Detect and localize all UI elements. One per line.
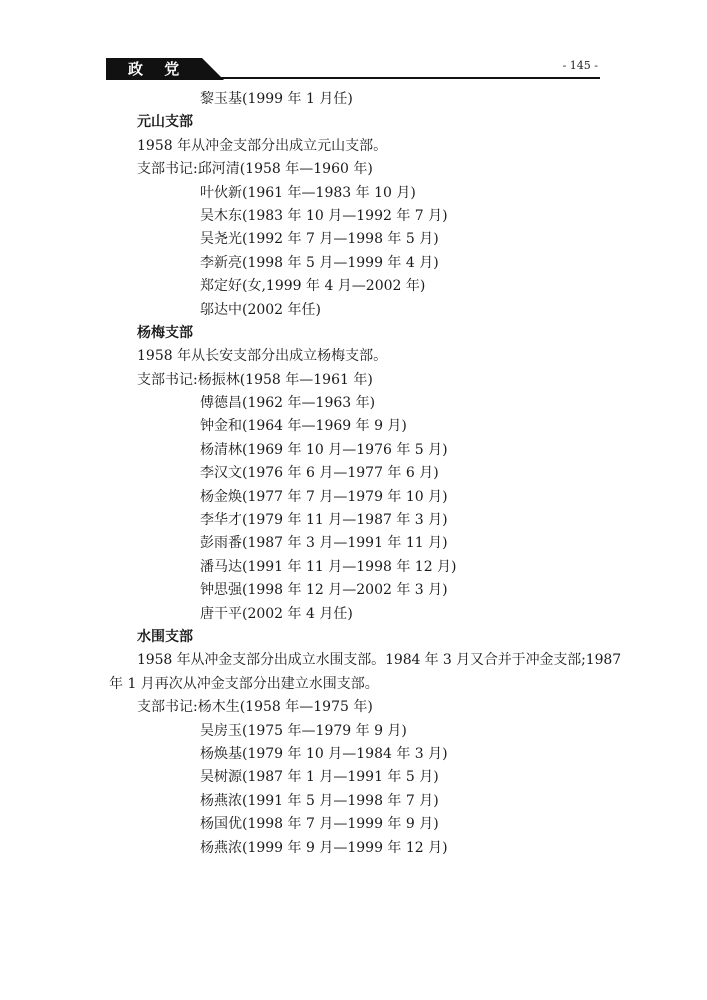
branch-intro-shuiwei-cont: 年 1 月再次从冲金支部分出建立水围支部。 xyxy=(109,675,379,692)
branch-heading-yuanshan: 元山支部 xyxy=(137,114,193,131)
section-title: 政 党 xyxy=(128,60,188,78)
branch-heading-shuiwei: 水围支部 xyxy=(137,628,193,645)
secretary-entry: 叶伙新(1961 年—1983 年 10 月) xyxy=(200,184,416,201)
page-body xyxy=(109,88,622,860)
branch-intro-shuiwei: 1958 年从冲金支部分出成立水围支部。1984 年 3 月又合并于冲金支部;1987 xyxy=(137,652,622,669)
header-rule xyxy=(216,77,600,79)
secretary-entry: 郑定好(女,1999 年 4 月—2002 年) xyxy=(200,278,426,295)
branch-heading-yangmei: 杨梅支部 xyxy=(137,324,193,341)
secretary-first-line xyxy=(109,158,599,181)
secretary-entry: 杨国优(1998 年 7 月—1999 年 9 月) xyxy=(200,816,439,833)
secretary-label: 支部书记: xyxy=(137,371,198,388)
secretary-first-line xyxy=(109,696,599,719)
secretary-label: 支部书记: xyxy=(137,699,198,716)
secretary-entry: 钟思强(1998 年 12 月—2002 年 3 月) xyxy=(200,582,448,599)
secretary-entry: 吴尧光(1992 年 7 月—1998 年 5 月) xyxy=(200,231,439,248)
page-number: - 145 - xyxy=(562,59,598,72)
branch-intro-yuanshan: 1958 年从冲金支部分出成立元山支部。 xyxy=(137,137,388,154)
page-header xyxy=(106,58,600,80)
branch-intro-yangmei: 1958 年从长安支部分出成立杨梅支部。 xyxy=(137,348,388,365)
secretary-entry: 杨燕浓(1991 年 5 月—1998 年 7 月) xyxy=(200,792,439,809)
secretary-entry: 吴木东(1983 年 10 月—1992 年 7 月) xyxy=(200,207,448,224)
secretary-entry: 钟金和(1964 年—1969 年 9 月) xyxy=(200,418,407,435)
secretary-entry: 李华才(1979 年 11 月—1987 年 3 月) xyxy=(200,512,448,529)
secretary-entry: 邱河清(1958 年—1960 年) xyxy=(197,161,373,178)
secretary-entry: 邬达中(2002 年任) xyxy=(200,301,322,318)
secretary-entry: 杨木生(1958 年—1975 年) xyxy=(197,699,373,716)
secretary-entry: 潘马达(1991 年 11 月—1998 年 12 月) xyxy=(200,558,457,575)
secretary-entry: 吴房玉(1975 年—1979 年 9 月) xyxy=(200,722,407,739)
secretary-first-line xyxy=(109,369,599,392)
secretary-entry: 杨金焕(1977 年 7 月—1979 年 10 月) xyxy=(200,488,448,505)
secretary-entry: 杨振林(1958 年—1961 年) xyxy=(197,371,373,388)
secretary-entry: 李新亮(1998 年 5 月—1999 年 4 月) xyxy=(200,254,439,271)
secretary-entry: 唐干平(2002 年 4 月任) xyxy=(200,605,353,622)
secretary-entry: 杨燕浓(1999 年 9 月—1999 年 12 月) xyxy=(200,839,448,856)
secretary-entry: 彭雨番(1987 年 3 月—1991 年 11 月) xyxy=(200,535,448,552)
secretary-entry: 黎玉基(1999 年 1 月任) xyxy=(200,91,353,107)
secretary-entry: 杨清林(1969 年 10 月—1976 年 5 月) xyxy=(200,441,448,458)
secretary-entry: 傅德昌(1962 年—1963 年) xyxy=(200,395,376,412)
secretary-entry: 杨焕基(1979 年 10 月—1984 年 3 月) xyxy=(200,745,448,762)
secretary-label: 支部书记: xyxy=(137,161,198,178)
secretary-entry: 吴树源(1987 年 1 月—1991 年 5 月) xyxy=(200,769,439,786)
secretary-entry: 李汉文(1976 年 6 月—1977 年 6 月) xyxy=(200,465,439,482)
